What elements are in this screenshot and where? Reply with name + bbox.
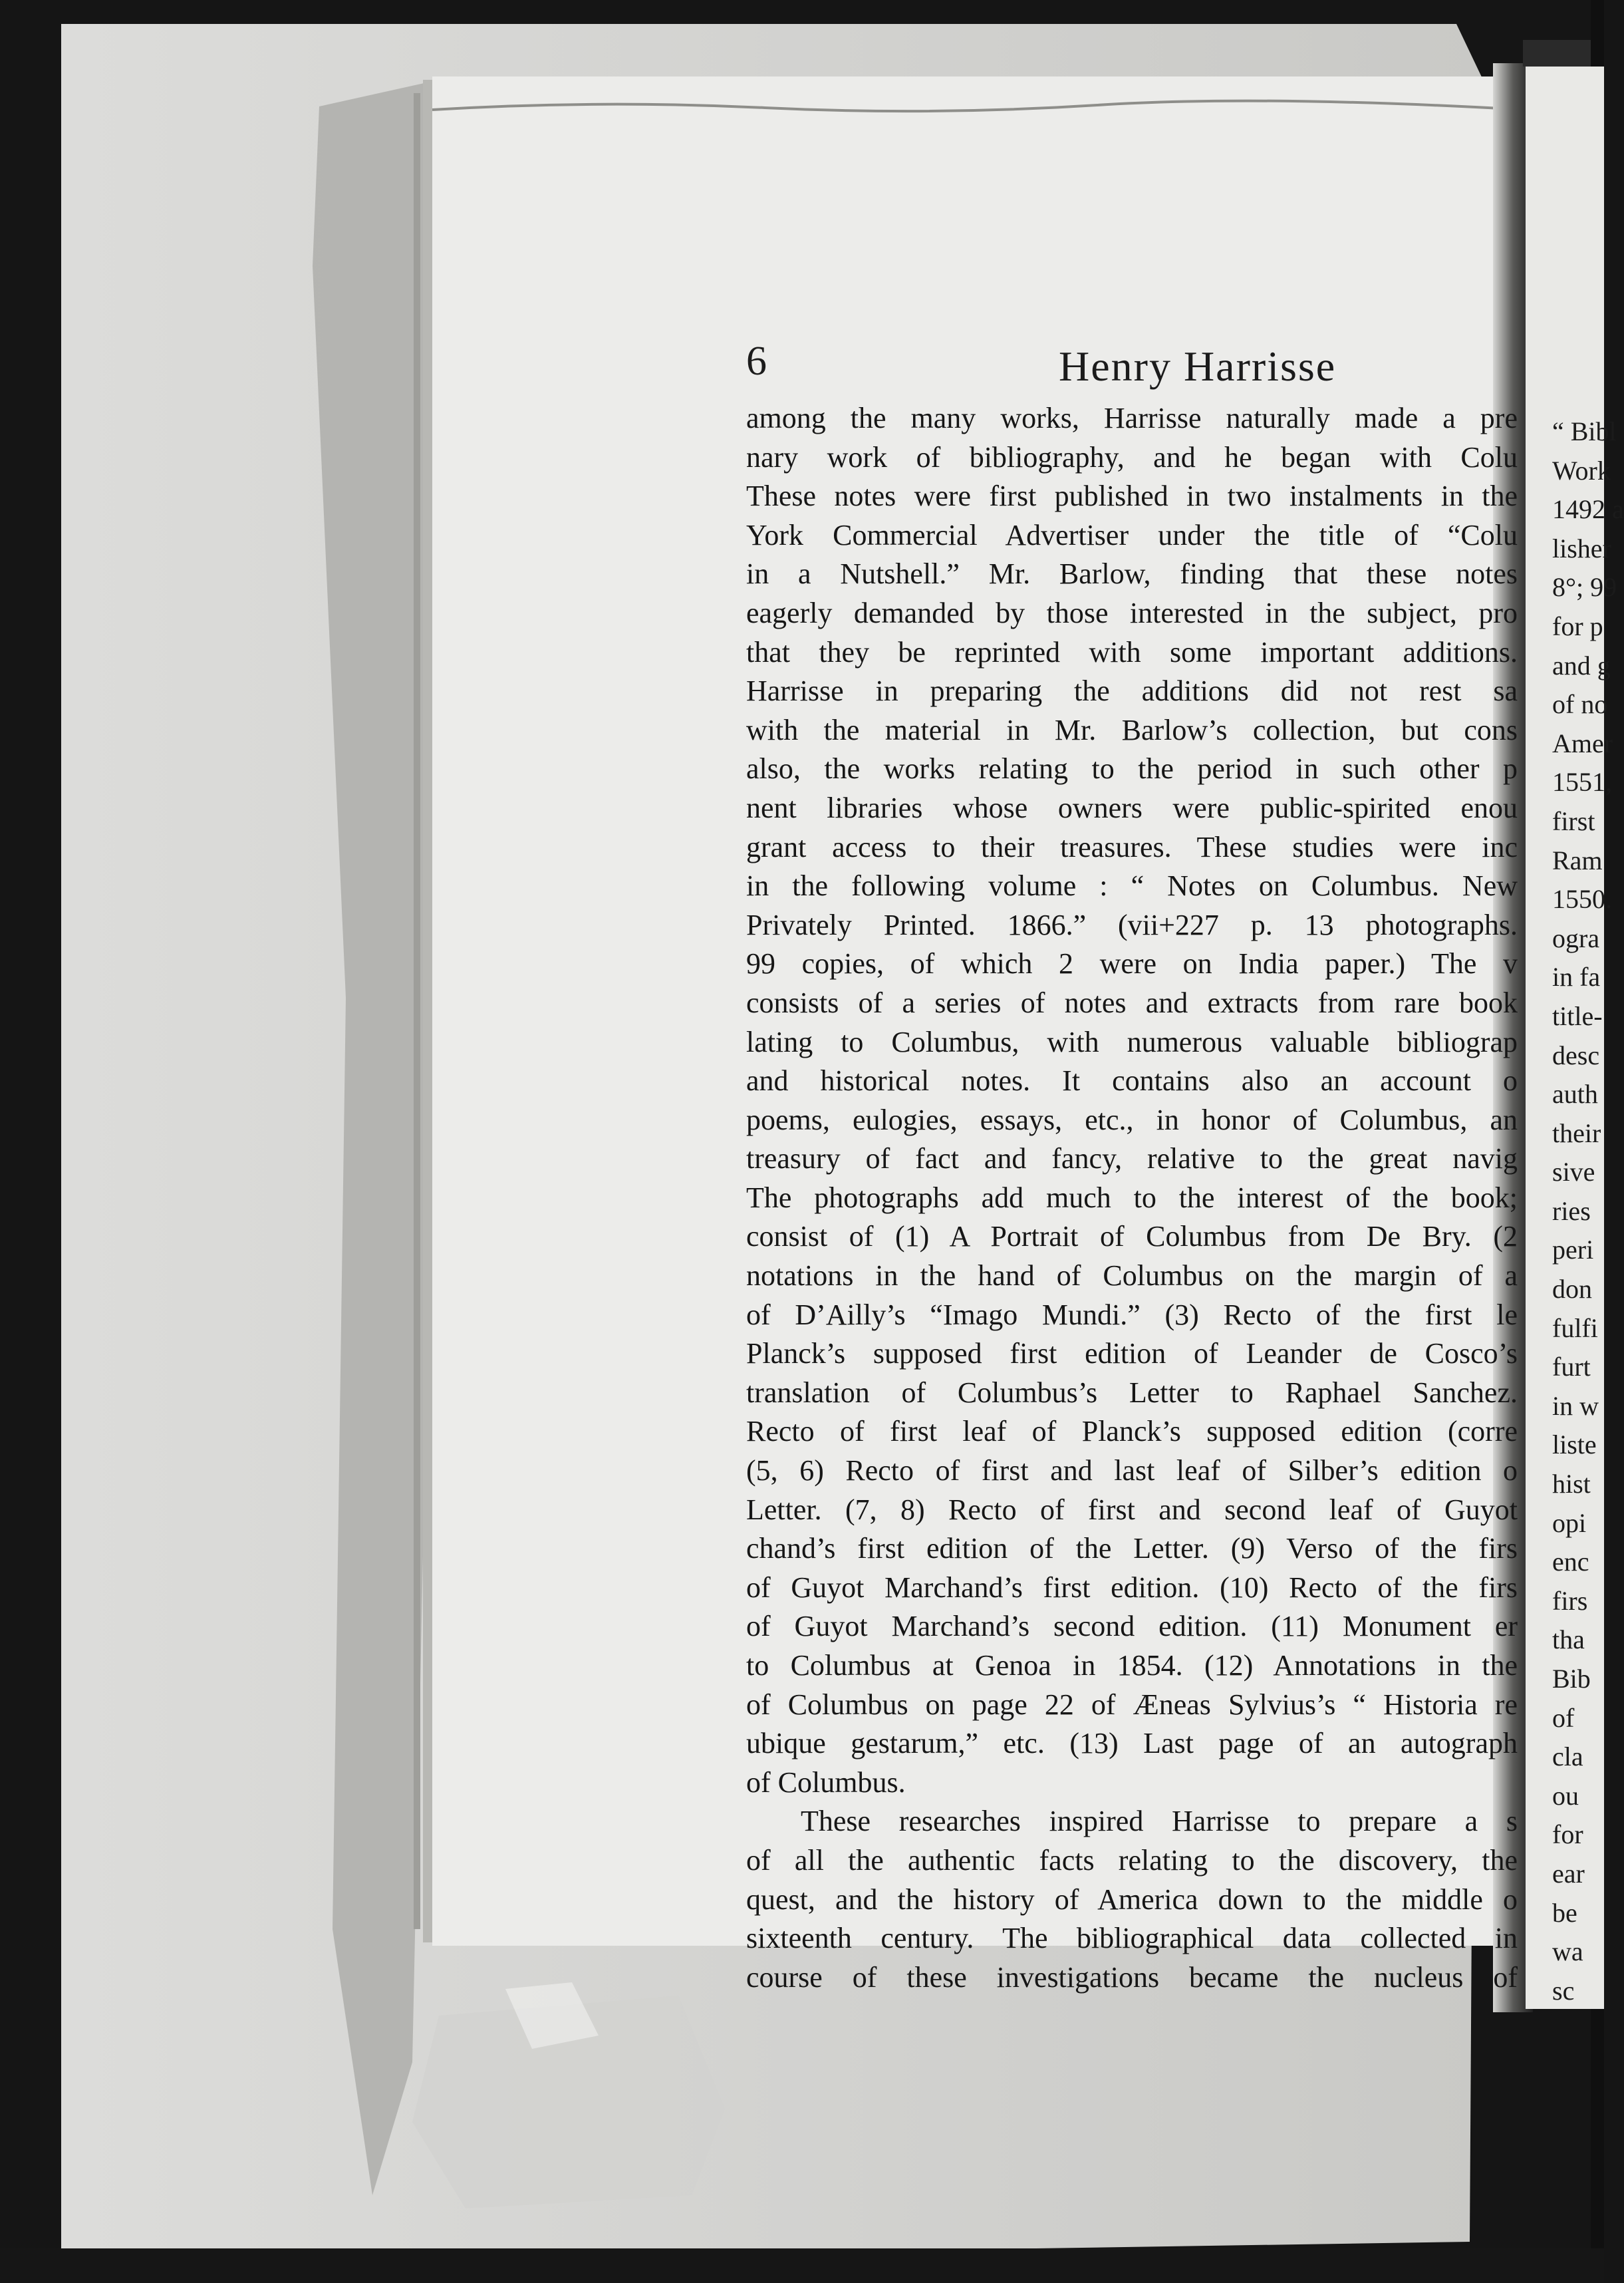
text-line: of Columbus on page 22 of Æneas Sylvius’s “ Historia re bbox=[746, 1688, 1518, 1721]
text-line: in a Nutshell.” Mr. Barlow, finding that these notes bbox=[746, 557, 1518, 591]
facing-page-line: enc bbox=[1552, 1547, 1589, 1577]
text-line: These researches inspired Harrisse to prepare a s bbox=[801, 1805, 1518, 1838]
text-line: nent libraries whose owners were public-spirited enou bbox=[746, 791, 1518, 824]
facing-page-line: Work bbox=[1552, 455, 1611, 486]
page-number: 6 bbox=[746, 339, 767, 384]
facing-page-line: hist bbox=[1552, 1469, 1591, 1499]
facing-page-line: Amer bbox=[1552, 728, 1613, 758]
text-line: ubique gestarum,” etc. (13) Last page of an autograph bbox=[746, 1727, 1518, 1760]
facing-page-line: don bbox=[1552, 1274, 1592, 1304]
text-line: that they be reprinted with some important additions. bbox=[746, 635, 1518, 669]
facing-page-line: Bib bbox=[1552, 1664, 1591, 1694]
text-line: lating to Columbus, with numerous valuable bibliograp bbox=[746, 1025, 1518, 1058]
text-line: Letter. (7, 8) Recto of first and second leaf of Guyot bbox=[746, 1493, 1518, 1526]
text-line: (5, 6) Recto of first and last leaf of Silber’s edition o bbox=[746, 1454, 1518, 1487]
facing-page-line: peri bbox=[1552, 1235, 1594, 1265]
text-line: eagerly demanded by those interested in the subject, pro bbox=[746, 596, 1518, 629]
facing-page-line: for p bbox=[1552, 611, 1603, 641]
text-line: chand’s first edition of the Letter. (9) Verso of the firs bbox=[746, 1532, 1518, 1565]
facing-page-line: 1550. bbox=[1552, 884, 1612, 915]
facing-page-line: fulfi bbox=[1552, 1312, 1598, 1343]
main-page bbox=[426, 80, 1543, 1994]
text-line: of all the authentic facts relating to the discovery, the bbox=[746, 1843, 1518, 1877]
facing-page-line: lisher bbox=[1552, 533, 1611, 563]
text-line: These notes were first published in two instalments in the bbox=[746, 480, 1518, 513]
facing-page-line: 1551, bbox=[1552, 767, 1612, 798]
facing-page-line: tha bbox=[1552, 1624, 1585, 1655]
facing-page-line: sive bbox=[1552, 1157, 1595, 1187]
text-line: treasury of fact and fancy, relative to the great navig bbox=[746, 1142, 1518, 1175]
text-line: to Columbus at Genoa in 1854. (12) Annotations in the bbox=[746, 1649, 1518, 1682]
text-line: course of these investigations became the nucleus of bbox=[746, 1960, 1518, 1994]
facing-page-line: ou bbox=[1552, 1780, 1579, 1811]
text-line: among the many works, Harrisse naturally made a pre bbox=[746, 402, 1518, 434]
facing-page-line: 1492 a bbox=[1552, 494, 1624, 525]
facing-page-line: Ram bbox=[1552, 845, 1603, 875]
text-line: Privately Printed. 1866.” (vii+227 p. 13 photographs. bbox=[746, 908, 1518, 941]
text-line: notations in the hand of Columbus on the margin of a bbox=[746, 1259, 1518, 1293]
facing-page-line: in w bbox=[1552, 1390, 1599, 1421]
facing-page-line: their bbox=[1552, 1118, 1601, 1148]
facing-page-line: desc bbox=[1552, 1040, 1600, 1070]
text-line: nary work of bibliography, and he began with Colu bbox=[746, 440, 1518, 474]
text-line: in the following volume : “ Notes on Columbus. New bbox=[746, 869, 1518, 903]
text-line: sixteenth century. The bibliographical data collected in bbox=[746, 1922, 1518, 1955]
text-line: and historical notes. It contains also an account o bbox=[746, 1064, 1518, 1098]
facing-page-line: cla bbox=[1552, 1742, 1583, 1772]
text-line: of Columbus. bbox=[746, 1765, 906, 1799]
facing-page-line: first bbox=[1552, 806, 1595, 836]
facing-page-line: of no bbox=[1552, 689, 1608, 720]
facing-page-line: opi bbox=[1552, 1507, 1587, 1538]
text-line: 99 copies, of which 2 were on India paper.) The v bbox=[746, 947, 1518, 981]
running-head: Henry Harrisse bbox=[1059, 343, 1337, 390]
facing-page-line: wa bbox=[1552, 1936, 1583, 1967]
text-line: quest, and the history of America down to the middle o bbox=[746, 1883, 1518, 1916]
text-line: Recto of first leaf of Planck’s supposed edition (corre bbox=[746, 1415, 1518, 1448]
facing-page-line: liste bbox=[1552, 1430, 1597, 1460]
body-text bbox=[746, 399, 1518, 1997]
facing-page-line: ogra bbox=[1552, 923, 1600, 953]
facing-page-line: ries bbox=[1552, 1195, 1591, 1226]
text-line: with the material in Mr. Barlow’s collection, but cons bbox=[746, 713, 1518, 746]
facing-page-line: in fa bbox=[1552, 962, 1601, 992]
facing-page-fragment bbox=[1526, 67, 1624, 2009]
facing-page-line: auth bbox=[1552, 1079, 1598, 1110]
facing-page-line: title- bbox=[1552, 1000, 1603, 1031]
text-line: consist of (1) A Portrait of Columbus from De Bry. (2 bbox=[746, 1220, 1518, 1253]
text-line: of Guyot Marchand’s first edition. (10) Recto of the firs bbox=[746, 1571, 1518, 1604]
text-line: poems, eulogies, essays, etc., in honor of Columbus, an bbox=[746, 1103, 1518, 1136]
facing-page-line: furt bbox=[1552, 1352, 1591, 1382]
text-line: grant access to their treasures. These studies were inc bbox=[746, 830, 1518, 863]
facing-page-line: for bbox=[1552, 1819, 1583, 1850]
facing-page-line: be bbox=[1552, 1897, 1577, 1928]
facing-page-line: firs bbox=[1552, 1585, 1588, 1616]
facing-page-line: ear bbox=[1552, 1858, 1585, 1889]
facing-page-line: of bbox=[1552, 1702, 1575, 1733]
text-line: also, the works relating to the period in such other p bbox=[746, 752, 1518, 786]
text-line: York Commercial Advertiser under the title of “Colu bbox=[746, 518, 1518, 551]
facing-page-text bbox=[1552, 412, 1624, 2010]
facing-page-line: “ Bibl bbox=[1552, 416, 1617, 446]
facing-page-line: 8°; 99 bbox=[1552, 572, 1617, 603]
text-line: of Guyot Marchand’s second edition. (11) Monument er bbox=[746, 1610, 1518, 1643]
text-line: Planck’s supposed first edition of Leander de Cosco’s bbox=[746, 1337, 1518, 1370]
text-line: translation of Columbus’s Letter to Raphael Sanchez. bbox=[746, 1376, 1518, 1409]
facing-page-line: and g bbox=[1552, 650, 1611, 681]
facing-page-line: sc bbox=[1552, 1975, 1575, 2006]
text-line: consists of a series of notes and extracts from rare book bbox=[746, 986, 1518, 1019]
text-line: Harrisse in preparing the additions did not rest sa bbox=[746, 675, 1518, 708]
text-line: of D’Ailly’s “Imago Mundi.” (3) Recto of the first le bbox=[746, 1298, 1518, 1331]
text-line: The photographs add much to the interest of the book; bbox=[746, 1181, 1518, 1214]
